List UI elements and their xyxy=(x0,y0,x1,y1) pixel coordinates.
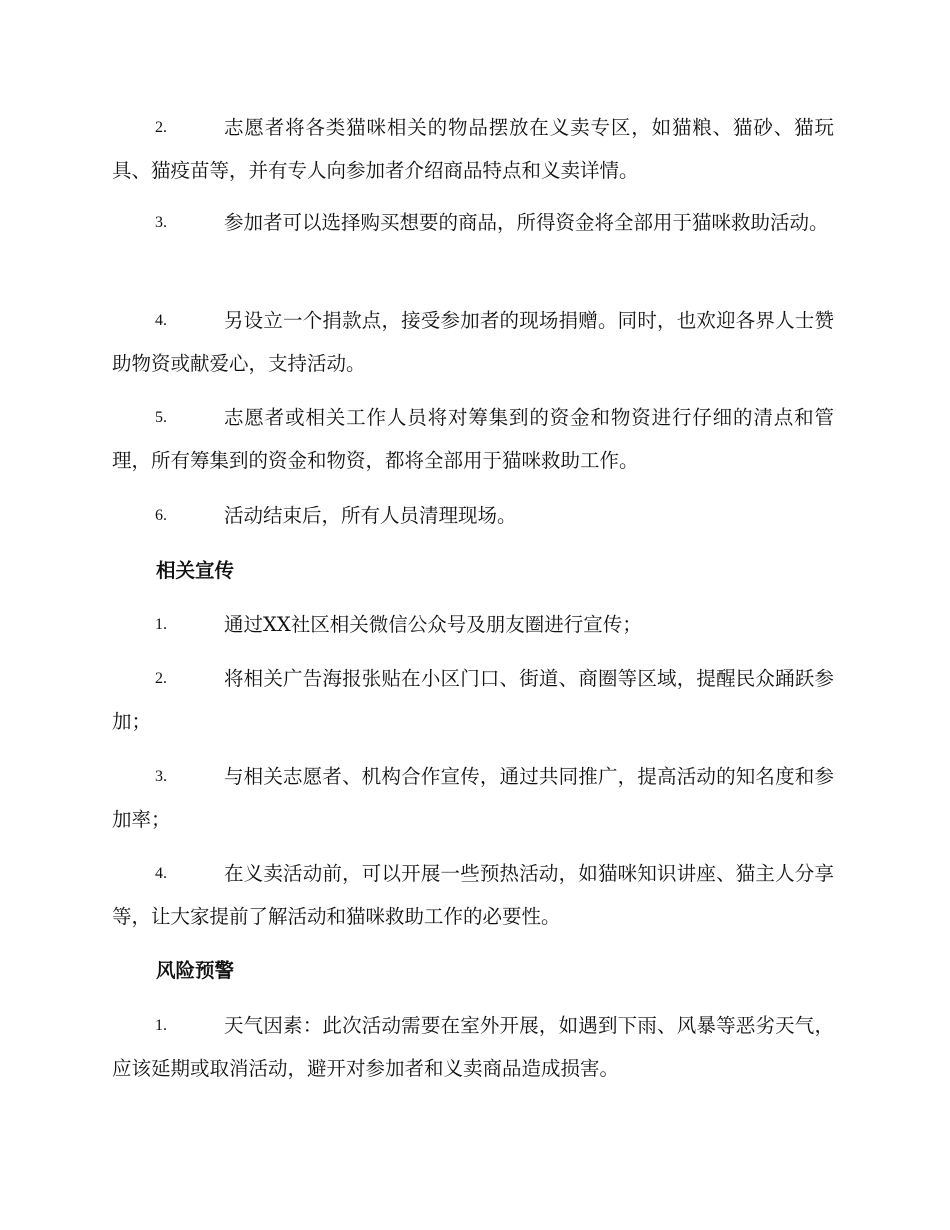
list-item xyxy=(112,603,834,646)
list-item-number: 4. xyxy=(155,865,167,882)
list-item-number: 2. xyxy=(155,670,167,687)
list-item-text: 与相关志愿者、机构合作宣传，通过共同推广，提高活动的知名度和参加率； xyxy=(112,765,834,831)
list-item-number: 2. xyxy=(155,119,167,136)
list-item xyxy=(112,106,834,192)
list-item xyxy=(112,396,834,482)
section-heading-promotion: 相关宣传 xyxy=(156,559,235,582)
list-item xyxy=(112,852,834,938)
list-item-number: 3. xyxy=(155,768,167,785)
list-item xyxy=(112,755,834,841)
list-item-number: 3. xyxy=(155,214,167,231)
list-item-text: 天气因素：此次活动需要在室外开展，如遇到下雨、风暴等恶劣天气，应该延期或取消活动，避开对参加者和义卖商品造成损害。 xyxy=(112,1014,834,1080)
section-heading-risk: 风险预警 xyxy=(156,959,235,982)
list-item xyxy=(112,1004,834,1090)
list-item-text: 将相关广告海报张贴在小区门口、街道、商圈等区域，提醒民众踊跃参加； xyxy=(112,667,834,733)
list-item-text: 活动结束后，所有人员清理现场。 xyxy=(224,504,517,527)
list-item-text: 在义卖活动前，可以开展一些预热活动，如猫咪知识讲座、猫主人分享等，让大家提前了解活动和猫咪救助工作的必要性。 xyxy=(112,862,834,928)
list-item-number: 1. xyxy=(155,1017,167,1034)
list-item-text: 志愿者或相关工作人员将对筹集到的资金和物资进行仔细的清点和管理，所有筹集到的资金和物资，都将全部用于猫咪救助工作。 xyxy=(112,406,834,472)
list-item xyxy=(112,657,834,743)
list-item-text: 参加者可以选择购买想要的商品，所得资金将全部用于猫咪救助活动。 xyxy=(224,211,829,234)
list-item-text: 志愿者将各类猫咪相关的物品摆放在义卖专区，如猫粮、猫砂、猫玩具、猫疫苗等，并有专人向参加者介绍商品特点和义卖详情。 xyxy=(112,116,834,182)
list-item xyxy=(112,299,834,385)
list-item-number: 1. xyxy=(155,616,167,633)
list-item-number: 6. xyxy=(155,507,167,524)
list-item-number: 5. xyxy=(155,409,167,426)
list-item xyxy=(112,494,834,537)
list-item-text: 另设立一个捐款点，接受参加者的现场捐赠。同时，也欢迎各界人士赞助物资或献爱心，支持活动。 xyxy=(112,309,834,375)
list-item-text: 通过XX社区相关微信公众号及朋友圈进行宣传； xyxy=(224,613,642,636)
list-item xyxy=(112,201,834,244)
list-item-number: 4. xyxy=(155,312,167,329)
